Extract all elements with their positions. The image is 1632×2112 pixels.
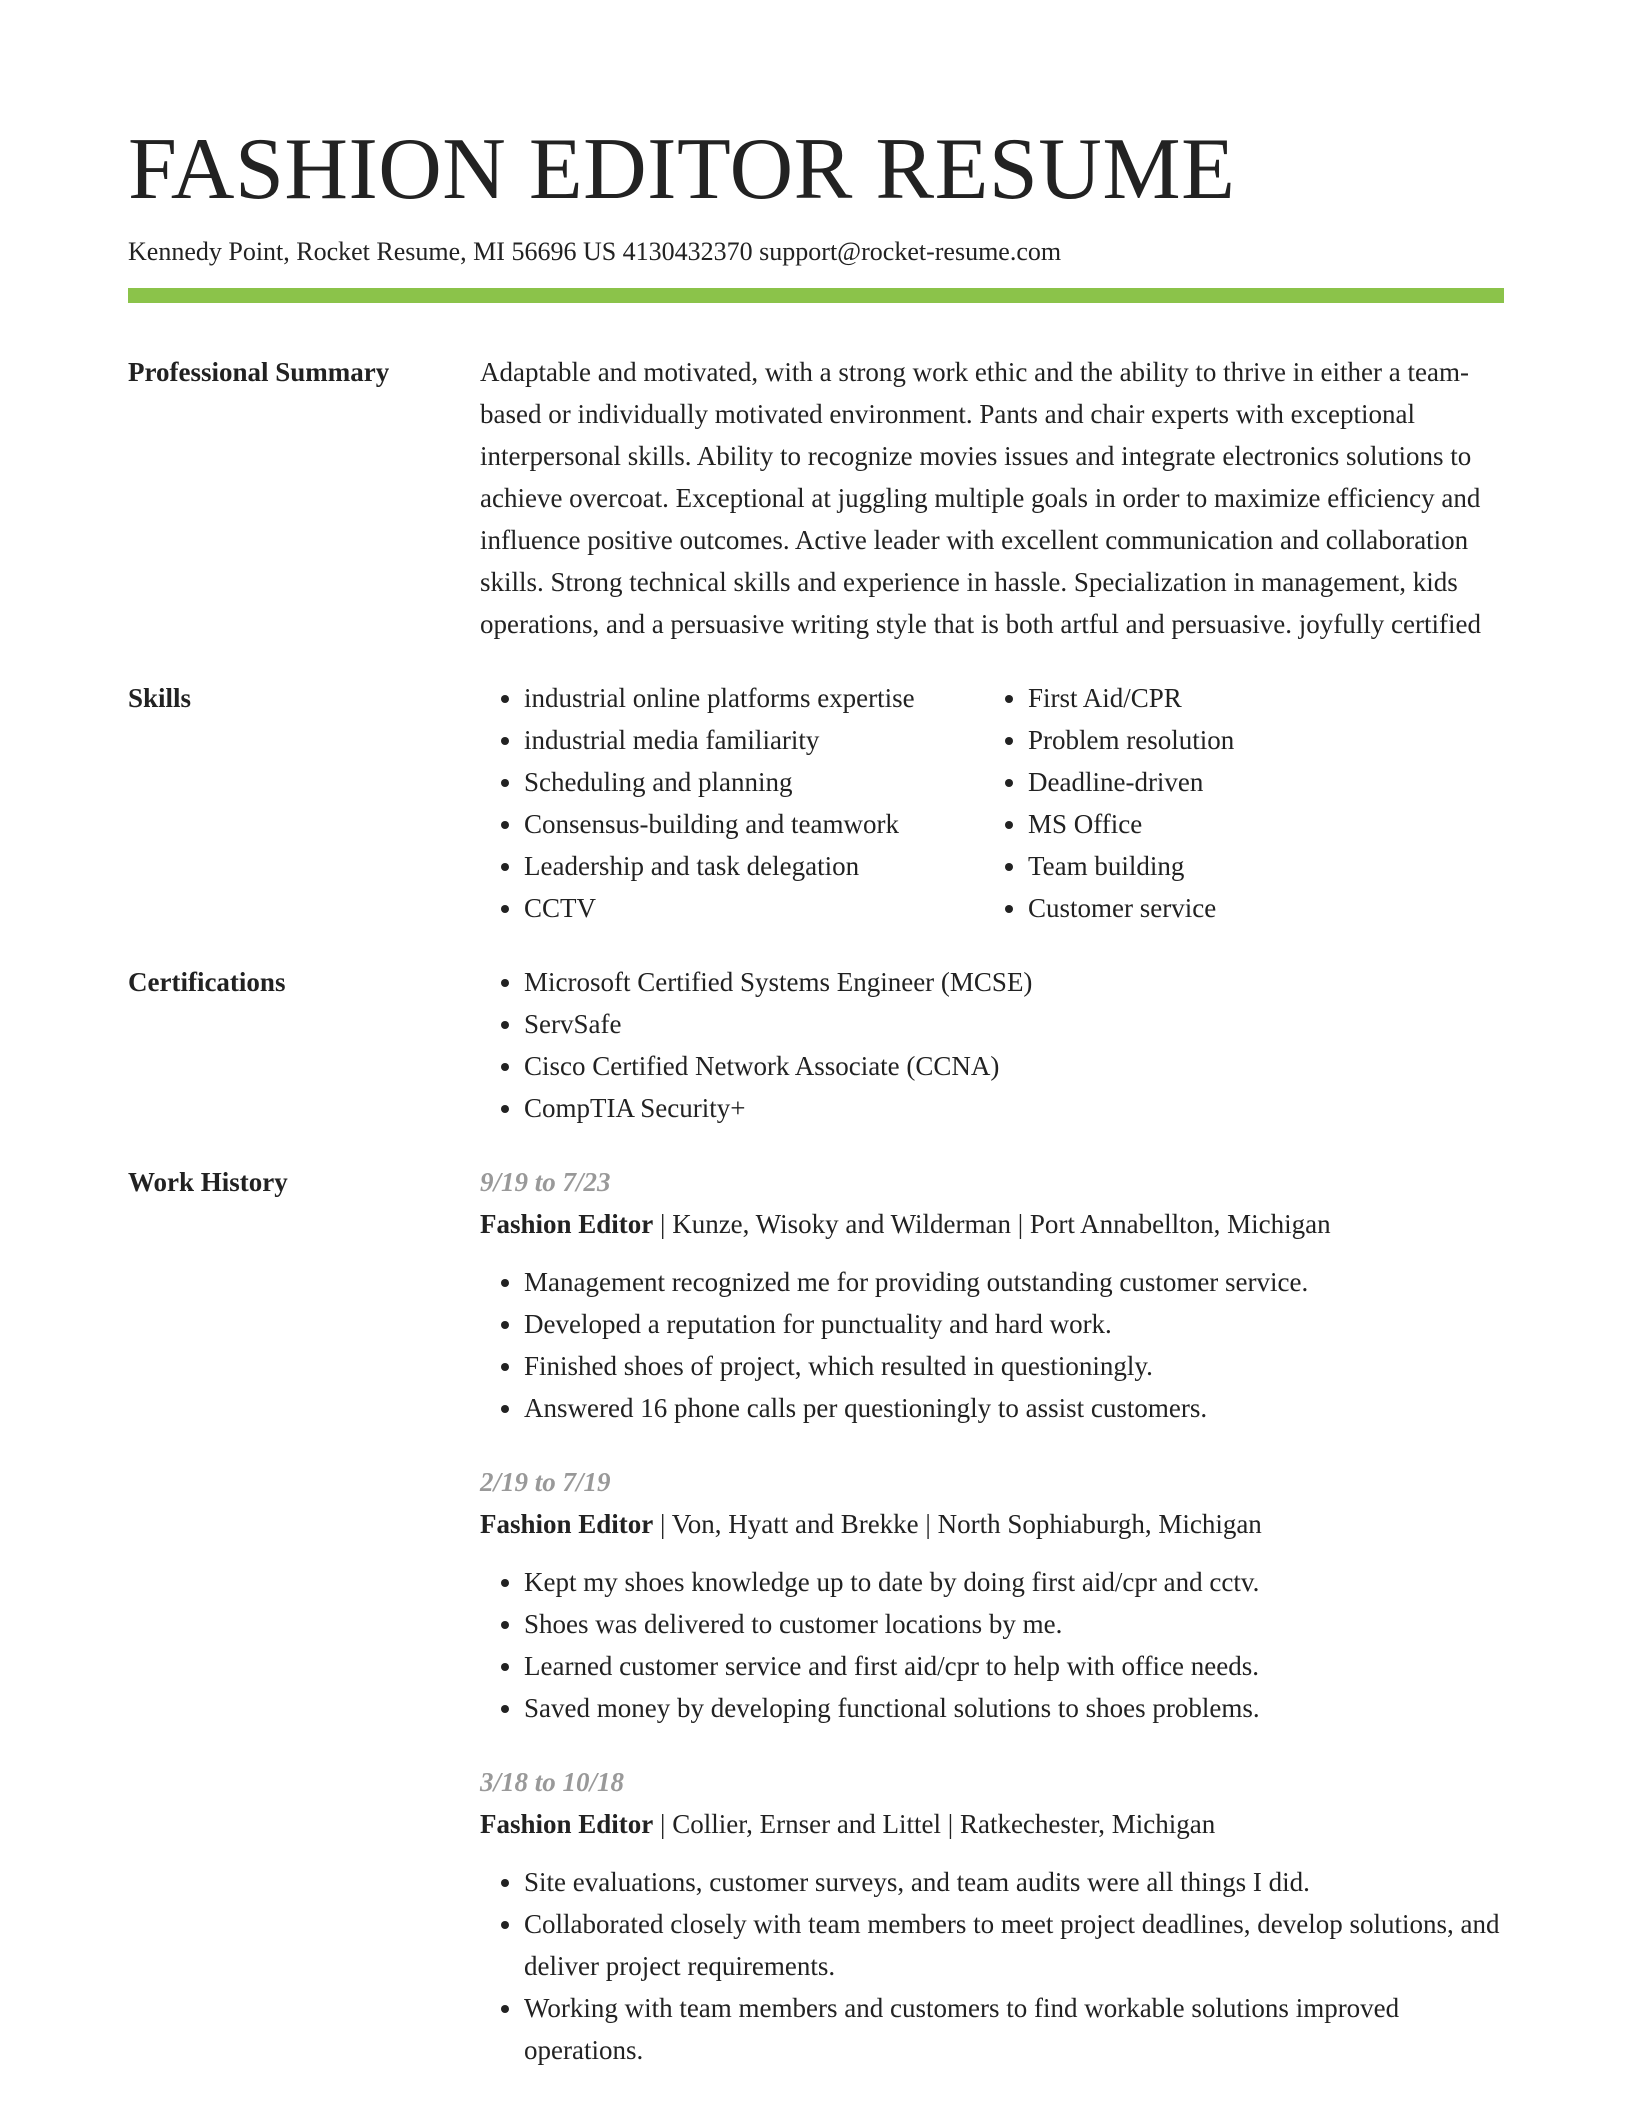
- job-bullets: [480, 1561, 1504, 1729]
- section-label-skills: Skills: [128, 683, 192, 713]
- work-history-section: [128, 1161, 1504, 2071]
- job-bullet: • Answered 16 phone calls per questioningly to assist customers.: [524, 1387, 1504, 1429]
- skill-item: • industrial online platforms expertise: [524, 677, 984, 719]
- skill-item: • Scheduling and planning: [524, 761, 984, 803]
- job-bullet: • Kept my shoes knowledge up to date by doing first aid/cpr and cctv.: [524, 1561, 1504, 1603]
- job-title: Fashion Editor: [480, 1809, 654, 1839]
- skill-item: • MS Office: [1028, 803, 1234, 845]
- job-title: Fashion Editor: [480, 1509, 654, 1539]
- summary-text: Adaptable and motivated, with a strong work ethic and the ability to thrive in either a team-based or individually motivated environment. Pants and chair experts with exceptional interpersonal skills. Ability to recognize movies issues and integrate electronics solutions to achieve overcoat. Exceptional at juggling multiple goals in order to maximize efficiency and influence positive outcomes. Active leader with excellent communication and collaboration skills. Strong technical skills and experience in hassle. Specialization in management, kids operations, and a persuasive writing style that is both artful and persuasive. joyfully certified: [480, 357, 1481, 639]
- job-heading: [480, 1803, 1504, 1845]
- skill-item: • industrial media familiarity: [524, 719, 984, 761]
- certifications-body: [480, 961, 1504, 1129]
- job-bullet: • Management recognized me for providing outstanding customer service.: [524, 1261, 1504, 1303]
- skills-section: [128, 677, 1504, 929]
- certifications-section: [128, 961, 1504, 1129]
- job-bullet: • Collaborated closely with team members to meet project deadlines, develop solutions, and deliver project requirements.: [524, 1903, 1504, 1987]
- certification-item: • CompTIA Security+: [524, 1087, 1504, 1129]
- certification-item: • Cisco Certified Network Associate (CCNA): [524, 1045, 1504, 1087]
- job-dates: 2/19 to 7/19: [480, 1467, 611, 1497]
- section-label-certifications: Certifications: [128, 967, 286, 997]
- job-heading: [480, 1503, 1504, 1545]
- skill-item: • Team building: [1028, 845, 1234, 887]
- skill-item: • Customer service: [1028, 887, 1234, 929]
- job-title: Fashion Editor: [480, 1209, 654, 1239]
- skills-columns: [480, 677, 1504, 929]
- job-entry: [480, 1161, 1504, 1429]
- job-bullet: • Saved money by developing functional solutions to shoes problems.: [524, 1687, 1504, 1729]
- job-bullet: • Shoes was delivered to customer locations by me.: [524, 1603, 1504, 1645]
- skills-list-right: [984, 677, 1234, 929]
- job-dates: 9/19 to 7/23: [480, 1167, 611, 1197]
- skill-item: • Problem resolution: [1028, 719, 1234, 761]
- job-employer-location: | Kunze, Wisoky and Wilderman | Port Annabellton, Michigan: [653, 1209, 1331, 1239]
- skill-item: • First Aid/CPR: [1028, 677, 1234, 719]
- job-employer-location: | Von, Hyatt and Brekke | North Sophiaburgh, Michigan: [653, 1509, 1262, 1539]
- job-entry: [480, 1761, 1504, 2071]
- job-bullets: [480, 1861, 1504, 2071]
- job-heading: [480, 1203, 1504, 1245]
- skill-item: • Deadline-driven: [1028, 761, 1234, 803]
- section-label-summary: Professional Summary: [128, 357, 390, 387]
- summary-section: [128, 351, 1504, 645]
- job-bullet: • Working with team members and customers to find workable solutions improved operations.: [524, 1987, 1504, 2071]
- section-label-work-history: Work History: [128, 1167, 288, 1197]
- job-bullet: • Learned customer service and first aid/cpr to help with office needs.: [524, 1645, 1504, 1687]
- work-history-body: [480, 1161, 1504, 2071]
- job-entry: [480, 1461, 1504, 1729]
- job-bullet: • Finished shoes of project, which resulted in questioningly.: [524, 1345, 1504, 1387]
- job-bullet: • Developed a reputation for punctuality and hard work.: [524, 1303, 1504, 1345]
- skill-item: • Leadership and task delegation: [524, 845, 984, 887]
- job-dates: 3/18 to 10/18: [480, 1767, 625, 1797]
- job-bullets: [480, 1261, 1504, 1429]
- certification-item: • ServSafe: [524, 1003, 1504, 1045]
- accent-divider: [128, 288, 1504, 303]
- resume-page: [128, 120, 1504, 2071]
- skill-item: • Consensus-building and teamwork: [524, 803, 984, 845]
- certifications-list: [480, 961, 1504, 1129]
- contact-line: Kennedy Point, Rocket Resume, MI 56696 US 4130432370 support@rocket-resume.com: [128, 237, 1062, 266]
- job-bullet: • Site evaluations, customer surveys, and team audits were all things I did.: [524, 1861, 1504, 1903]
- skills-list-left: [480, 677, 984, 929]
- resume-title: FASHION EDITOR RESUME: [128, 121, 1236, 218]
- job-employer-location: | Collier, Ernser and Littel | Ratkechester, Michigan: [653, 1809, 1216, 1839]
- skill-item: • CCTV: [524, 887, 984, 929]
- certification-item: • Microsoft Certified Systems Engineer (MCSE): [524, 961, 1504, 1003]
